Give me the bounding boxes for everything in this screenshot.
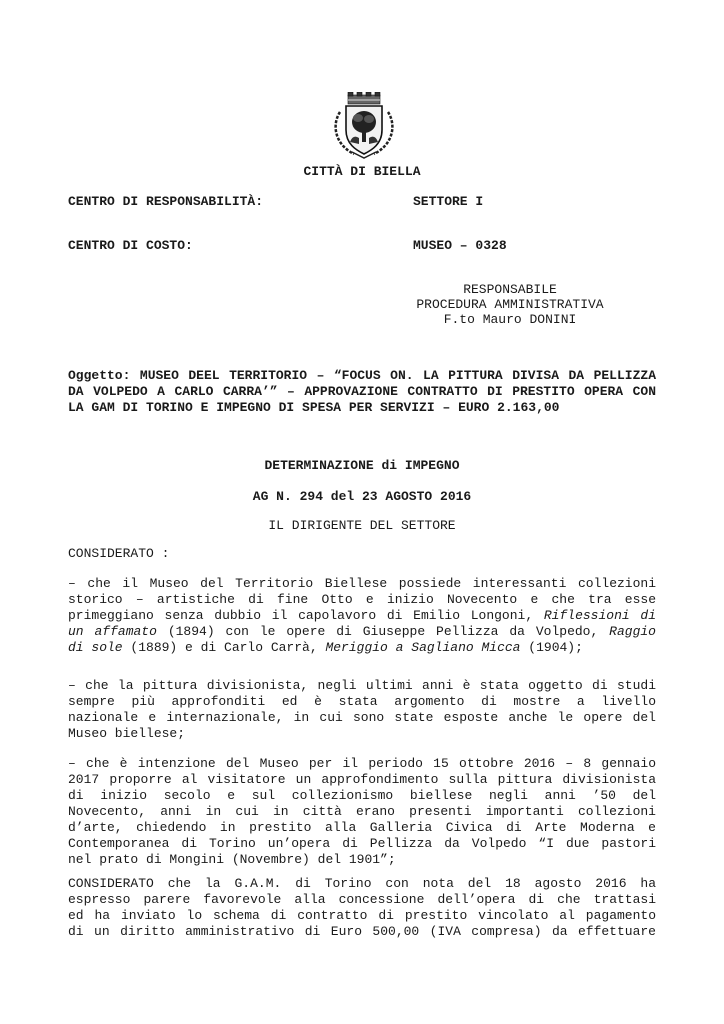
paragraph-line: Novecento, anni in cui in città erano presenti importanti collezioni bbox=[68, 804, 656, 819]
paragraph-line: nel prato di Mongini (Novembre) del 1901”; bbox=[68, 852, 396, 867]
subject-line: Oggetto: MUSEO DEEL TERRITORIO – “FOCUS ON. LA PITTURA DIVISA DA PELLIZZA bbox=[68, 368, 656, 383]
paragraph-line bbox=[68, 608, 656, 623]
city-coat-of-arms bbox=[328, 92, 400, 160]
paragraph-line: ed ha inviato lo schema di contratto di prestito vincolato al pagamento bbox=[68, 908, 656, 923]
text-span: (1894) con le opere di Giuseppe Pellizza da Volpedo, bbox=[156, 624, 610, 639]
responsibility-center-value: SETTORE I bbox=[413, 194, 484, 209]
artwork-title: un affamato bbox=[68, 624, 157, 639]
responsible-block bbox=[400, 282, 620, 327]
paragraph-line: nazionale e internazionale, in cui sono state esposte anche le opere del bbox=[68, 710, 656, 725]
paragraph-line: storico – artistiche di fine Otto e inizio Novecento e che tra esse bbox=[68, 592, 656, 607]
considerato-heading: CONSIDERATO : bbox=[68, 546, 170, 561]
artwork-title: di sole bbox=[68, 640, 123, 655]
responsible-signature: F.to Mauro DONINI bbox=[443, 312, 577, 327]
official-title: IL DIRIGENTE DEL SETTORE bbox=[268, 518, 456, 533]
determination-title: DETERMINAZIONE di IMPEGNO bbox=[264, 458, 460, 473]
responsibility-center-label: CENTRO DI RESPONSABILITÀ: bbox=[68, 194, 264, 209]
artwork-title: Raggio bbox=[609, 624, 656, 639]
paragraph-line: Museo biellese; bbox=[68, 726, 186, 741]
responsible-title: RESPONSABILE bbox=[463, 282, 557, 297]
city-title: CITTÀ DI BIELLA bbox=[303, 164, 421, 179]
cost-center-value: MUSEO – 0328 bbox=[413, 238, 507, 253]
paragraph-line: d’arte, chiedendo in prestito alla Galleria Civica di Arte Moderna e bbox=[68, 820, 656, 835]
paragraph-line bbox=[68, 624, 656, 639]
paragraph-line: CONSIDERATO che la G.A.M. di Torino con nota del 18 agosto 2016 ha bbox=[68, 876, 656, 891]
paragraph-line: – che la pittura divisionista, negli ultimi anni è stata oggetto di studi bbox=[68, 678, 656, 693]
paragraph-line: di inizio secolo e sul collezionismo biellese negli anni ’50 del bbox=[68, 788, 656, 803]
subject-line: DA VOLPEDO A CARLO CARRA’” – APPROVAZIONE CONTRATTO DI PRESTITO OPERA CON bbox=[68, 384, 656, 399]
paragraph-line: di un diritto amministrativo di Euro 500,00 (IVA compresa) da effettuare bbox=[68, 924, 656, 939]
determination-number: AG N. 294 del 23 AGOSTO 2016 bbox=[252, 489, 472, 504]
text-span: (1904); bbox=[520, 640, 583, 655]
cost-center-label: CENTRO DI COSTO: bbox=[68, 238, 193, 253]
text-span: (1889) e di Carlo Carrà, bbox=[122, 640, 326, 655]
responsible-procedure: PROCEDURA AMMINISTRATIVA bbox=[416, 297, 604, 312]
paragraph-line: espresso parere favorevole alla concessione dell’opera di che trattasi bbox=[68, 892, 656, 907]
subject-line: LA GAM DI TORINO E IMPEGNO DI SPESA PER SERVIZI – EURO 2.163,00 bbox=[68, 400, 560, 415]
paragraph-line: – che è intenzione del Museo per il periodo 15 ottobre 2016 – 8 gennaio bbox=[68, 756, 656, 771]
artwork-title: Riflessioni di bbox=[543, 608, 656, 623]
paragraph-line: Contemporanea di Torino un’opera di Pellizza da Volpedo “I due pastori bbox=[68, 836, 656, 851]
crown-icon bbox=[348, 92, 380, 104]
artwork-title: Meriggio a Sagliano Micca bbox=[325, 640, 521, 655]
paragraph-line: sempre più approfonditi ed è stata argomento di mostre a livello bbox=[68, 694, 656, 709]
text-span: primeggiano senza dubbio il capolavoro di Emilio Longoni, bbox=[68, 608, 544, 623]
paragraph-line: 2017 proporre al visitatore un approfondimento sulla pittura divisionista bbox=[68, 772, 656, 787]
paragraph-line: – che il Museo del Territorio Biellese possiede interessanti collezioni bbox=[68, 576, 656, 591]
paragraph-line bbox=[68, 640, 656, 655]
